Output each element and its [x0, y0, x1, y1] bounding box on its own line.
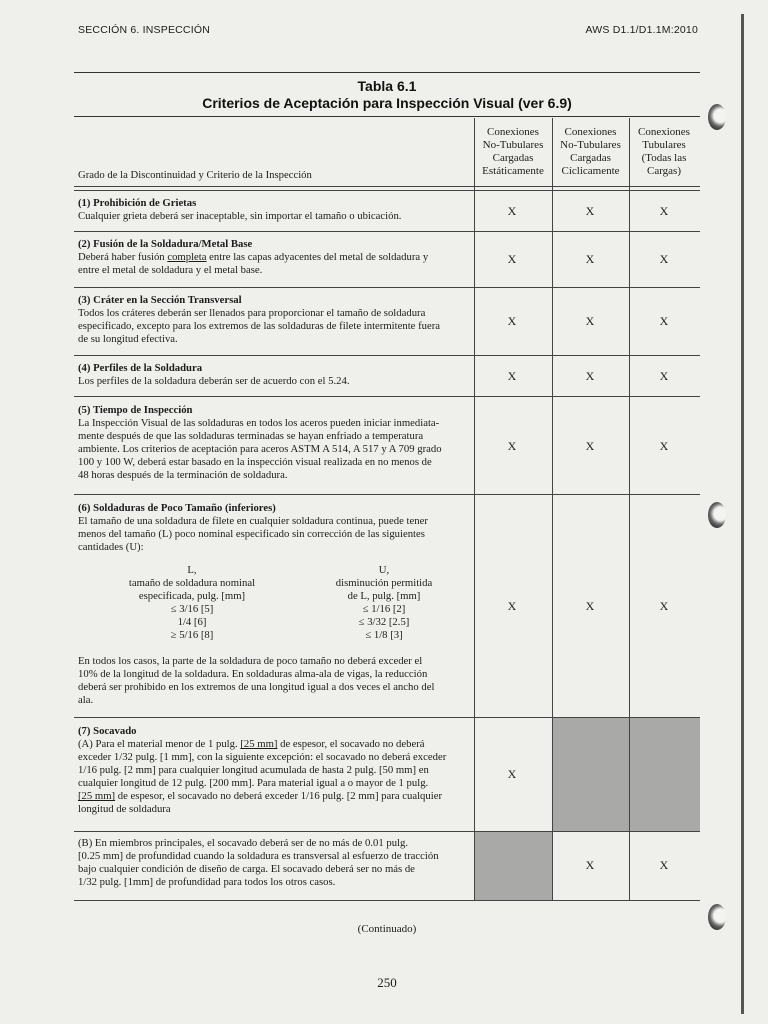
punch-hole	[708, 904, 726, 930]
table-number: Tabla 6.1	[357, 78, 417, 94]
col-header-tubular: Conexiones Tubulares (Todas las Cargas)	[638, 126, 690, 177]
row-fusion: (2) Fusión de la Soldadura/Metal Base Deberá haber fusión completa entre las capas adyacentes del metal de soldadura y entre el metal de soldadura y el metal base.	[78, 238, 429, 276]
row-poco-tamano: (6) Soldaduras de Poco Tamaño (inferiores) El tamaño de una soldadura de filete en cualquier soldadura continua, puede tener menos del tamaño (L) poco nominal especificado sin corrección de las siguientes cantidades (U):	[78, 502, 428, 553]
row-divider	[74, 287, 700, 288]
mark: X	[659, 204, 669, 218]
row-divider	[74, 355, 700, 356]
col-divider	[552, 118, 553, 901]
mark: X	[659, 439, 669, 453]
mark: X	[659, 252, 669, 266]
row-perfiles: (4) Perfiles de la Soldadura Los perfiles de la soldadura deberán ser de acuerdo con el 5.24.	[78, 362, 350, 387]
title-rule-bottom	[74, 116, 700, 117]
continued-label: (Continuado)	[357, 923, 417, 935]
punch-hole	[708, 104, 726, 130]
shaded-cell	[475, 831, 552, 900]
mark: X	[585, 858, 595, 872]
mark: X	[585, 204, 595, 218]
row-divider	[74, 231, 700, 232]
col-header-cyclic: Conexiones No-Tubulares Cargadas Cíclicamente	[560, 126, 621, 177]
mark: X	[507, 369, 517, 383]
mark: X	[585, 369, 595, 383]
mark: X	[659, 314, 669, 328]
standard-header: AWS D1.1/D1.1M:2010	[585, 24, 698, 36]
mark: X	[659, 858, 669, 872]
row-crater: (3) Cráter en la Sección Transversal Todos los cráteres deberán ser llenados para proporcionar el tamaño de soldadura especificado, excepto para los extremos de las soldaduras de filete intermitente fuera de su longitud efectiva.	[78, 294, 441, 345]
mark: X	[507, 314, 517, 328]
row-divider	[74, 396, 700, 397]
mark: X	[659, 599, 669, 613]
mark: X	[507, 767, 517, 781]
punch-hole	[708, 502, 726, 528]
mark: X	[507, 439, 517, 453]
section-header: SECCIÓN 6. INSPECCIÓN	[78, 24, 210, 36]
row-divider	[74, 900, 700, 901]
row-socavado-a: (7) Socavado (A) Para el material menor de 1 pulg. [25 mm] de espesor, el socavado no deberá exceder 1/32 pulg. [1 mm], con la siguiente excepción: el socavado no deberá exceder 1/16 pulg. [2 mm] para cualquier longitud acumulada de hasta 2 pulg. [50 mm] en cualquier longitud de 12 pulg. [200 mm]. Para material igual a o mayor de 1 pulg. [25 mm] de espesor, el socavado no deberá exceder 1/16 pulg. [2 mm] para cualquier longitud de soldadura	[78, 725, 447, 815]
mark: X	[585, 314, 595, 328]
page-number: 250	[377, 975, 397, 990]
mark: X	[507, 204, 517, 218]
criteria-header: Grado de la Discontinuidad y Criterio de la Inspección	[78, 169, 312, 181]
mark: X	[585, 252, 595, 266]
row-divider	[74, 494, 700, 495]
col-divider	[474, 118, 475, 901]
col-header-static: Conexiones No-Tubulares Cargadas Estáticamente	[482, 126, 544, 177]
title-rule-top	[74, 72, 700, 73]
mark: X	[507, 252, 517, 266]
row-divider	[74, 186, 700, 187]
row-divider	[74, 717, 700, 718]
row-grietas: (1) Prohibición de Grietas Cualquier grieta deberá ser inaceptable, sin importar el tamaño o ubicación.	[78, 197, 402, 222]
mark: X	[507, 599, 517, 613]
row-poco-tamano-note: En todos los casos, la parte de la soldadura de poco tamaño no deberá exceder el 10% de la longitud de la soldadura. En soldaduras alma-ala de vigas, la reducción deberá ser prohibido en los extremos de una longitud igual a dos veces el ancho del ala.	[78, 655, 435, 706]
binding-edge	[741, 14, 744, 1014]
size-table-left: L, tamaño de soldadura nominal especificada, pulg. [mm] ≤ 3/16 [5] 1/4 [6] ≥ 5/16 [8]	[128, 564, 256, 641]
row-divider	[74, 190, 700, 191]
col-divider	[629, 118, 630, 901]
row-socavado-b: (B) En miembros principales, el socavado deberá ser de no más de 0.01 pulg. [0.25 mm] de profundidad cuando la soldadura es transversal al esfuerzo de tracción bajo cualquier condición de diseño de carga. El socavado deberá ser no más de 1/32 pulg. [1mm] de profundidad para todos los otros casos.	[78, 837, 439, 888]
mark: X	[659, 369, 669, 383]
mark: X	[585, 439, 595, 453]
size-table-right: U, disminución permitida de L, pulg. [mm] ≤ 1/16 [2] ≤ 3/32 [2.5] ≤ 1/8 [3]	[335, 564, 433, 641]
shaded-cell	[553, 717, 700, 831]
row-tiempo: (5) Tiempo de Inspección La Inspección Visual de las soldaduras en todos los aceros pueden iniciar inmediata- mente después de que las soldaduras terminadas se hayan enfriado a temperatura ambiente. Los criterios de aceptación para aceros ASTM A 514, A 517 y A 709 grado 100 y 100 W, deberá estar basado en la inspección visual realizada en no menos de 48 horas después de la terminación de soldadura.	[78, 404, 442, 481]
table-title: Criterios de Aceptación para Inspección Visual (ver 6.9)	[202, 95, 572, 111]
row-divider	[74, 831, 700, 832]
mark: X	[585, 599, 595, 613]
